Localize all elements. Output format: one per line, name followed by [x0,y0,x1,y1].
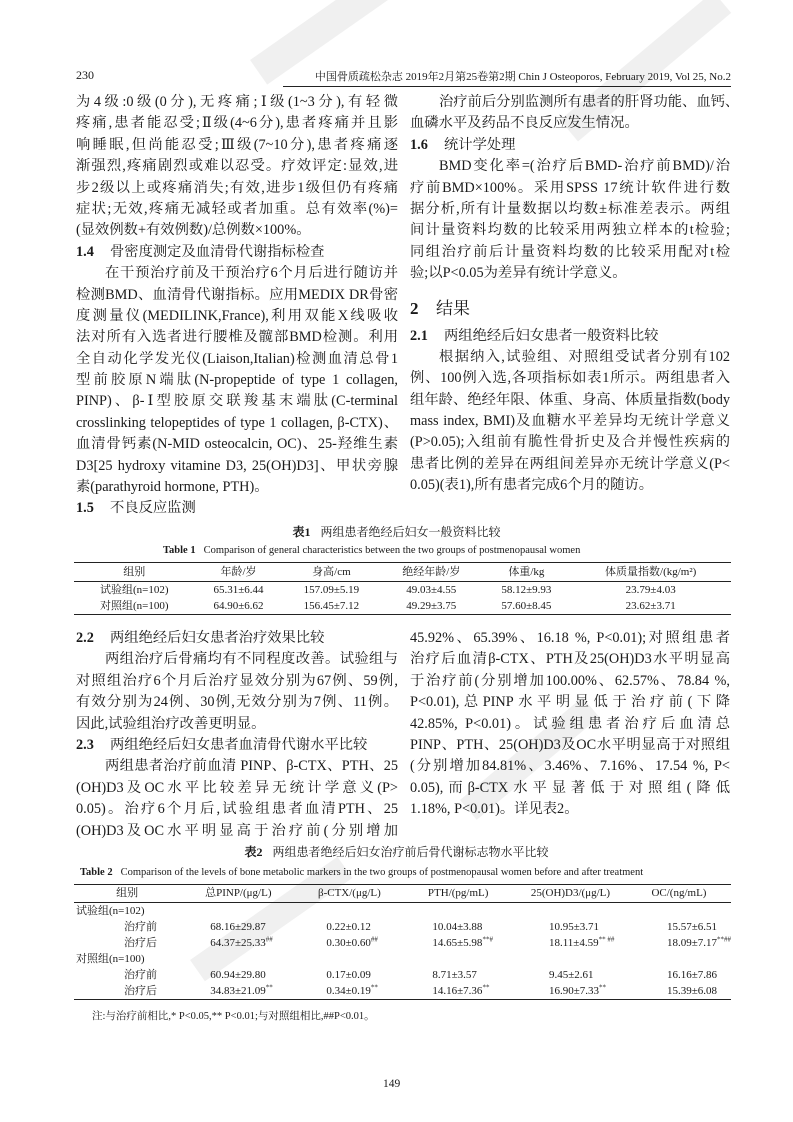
text-line: 疗前BMD×100%。采用SPSS 17统计软件进行数 [410,179,730,196]
cell-value: 68.16±29.87 [210,921,266,933]
footer-page-number: 149 [383,1078,401,1090]
paragraph [410,628,730,821]
table2-caption-en [80,866,643,879]
cell [514,935,627,951]
text-line: 全自动化学发光仪(Liaison,Italian)检测血清总骨1 [76,350,398,367]
table-row [74,967,731,983]
heading-text: 两组绝经后妇女患者血清骨代谢水平比较 [110,736,368,753]
cell: 23.62±3.71 [625,600,676,612]
subsection-heading [76,628,398,649]
text-line: mass index, BMI)及血糖水平差异均无统计学意义 [410,413,730,430]
heading-number: 1.6 [410,136,428,153]
significance-mark: ** [599,983,607,992]
table-row [74,598,731,615]
subsection-heading [410,326,730,347]
col-header: 25(OH)D3/(μg/L) [514,885,627,903]
cell-value: 9.45±2.61 [548,969,594,981]
paragraph [76,92,398,242]
text-line: 42.85%, P<0.01)。试验组患者治疗后血清总 [410,715,730,732]
right-column [410,92,740,497]
cell-value: 14.16±7.36 [432,985,483,997]
cell [180,919,296,935]
col-header: OC/(ng/mL) [627,885,731,903]
text-line: 有效分别为24例、30例,无效分别为7例、11例。 [76,694,398,711]
paragraph [76,649,398,735]
cell [402,935,514,951]
table-row [74,919,731,935]
table-row [74,582,731,599]
paragraph [76,756,398,842]
cell [627,935,731,951]
text-line: 两组患者治疗前血清 PINP、β-CTX、PTH、25 [105,758,398,775]
table1 [74,562,731,615]
lower-right-column [410,628,730,821]
text-line: 患者比例的差异在两组间差异亦无统计学意义(P< [410,455,730,472]
text-line: 血清骨钙素(N-MID osteocalcin, OC)、25-羟维生素 [76,436,398,453]
text-line: 对照组治疗6个月后治疗显效分别为67例、59例, [76,672,398,689]
col-header: 总PINP/(μg/L) [180,885,296,903]
col-header: 绝经年龄/岁 [380,563,482,582]
cell [627,983,731,1000]
text-line: crosslinking telopeptides of type 1 collagen, β-CTX)、 [76,414,398,431]
paragraph [410,156,730,284]
table-row [74,935,731,951]
text-line: 验;以P<0.05为差异有统计学意义。 [410,265,627,282]
text-line: 两组治疗后骨痛均有不同程度改善。试验组与 [105,651,398,668]
cell [180,935,296,951]
text-line: 响睡眠,但尚能忍受;Ⅲ级(7~10分),患者疼痛逐 [76,136,398,153]
significance-mark: **## [717,935,731,944]
heading-number: 2.3 [76,736,94,753]
row-label: 治疗前 [124,921,157,933]
text-line: 在干预治疗前及干预治疗6个月后进行随访并 [105,265,398,282]
table2-note: 注:与治疗前相比,* P<0.05,** P<0.01;与对照组相比,##P<0.01。 [92,1011,375,1022]
cell-value: 34.83±21.09 [210,985,266,997]
cell: 156.45±7.12 [303,600,360,612]
text-line: (分别增加84.81%、3.46%、7.16%、17.54 %, P< [410,758,730,775]
paragraph [76,263,398,498]
cell: 65.31±6.44 [213,584,264,596]
text-line: 于治疗前(分别增加100.00%、62.57%、78.84 %, [410,672,730,689]
table2-label-en: Table 2 [80,867,113,878]
group-label: 试验组(n=102) [76,905,145,917]
text-line: 治疗前后分别监测所有患者的肝肾功能、血钙、 [439,94,740,110]
subsection-heading [76,242,398,263]
cell [627,967,731,983]
cell-value: 18.09±7.17 [666,937,717,949]
text-line: 血磷水平及药品不良反应发生情况。 [410,115,639,132]
paragraph [410,92,740,135]
col-header: 体质量指数/(kg/m²) [570,563,731,582]
text-line: (P>0.05);入组前有脆性骨折史及合并慢性疾病的 [410,434,730,451]
text-line: (OH)D3及OC水平明显高于治疗前(分别增加 [76,822,398,839]
table1-title-en: Comparison of general characteristics between the two groups of postmenopausal women [203,545,581,556]
heading-number: 2.1 [410,327,428,344]
text-line: (OH)D3及OC水平比较差异无统计学意义(P> [76,779,398,796]
significance-mark: ** [265,983,273,992]
text-line: 为4级:0级(0分),无疼痛;Ⅰ级(1~3分),有轻微 [76,94,398,110]
cell-value: 8.71±3.57 [432,969,477,981]
col-header: 年龄/岁 [195,563,283,582]
cell-value: 15.39±6.08 [666,985,717,997]
cell-value: 10.95±3.71 [548,921,600,933]
cell [296,935,402,951]
table-group-row [74,903,731,920]
significance-mark: ## [370,935,378,944]
cell: 49.03±4.55 [406,584,457,596]
cell-value: 18.11±4.59 [548,937,599,949]
heading-text: 统计学处理 [444,136,516,153]
cell [180,967,296,983]
text-line: 根据纳入,试验组、对照组受试者分别有102 [439,348,730,365]
heading-text: 两组绝经后妇女患者一般资料比较 [444,327,659,344]
heading-number: 2.2 [76,630,94,646]
text-line: 45.92%、65.39%、16.18 %, P<0.01);对照组患者 [410,630,730,646]
significance-mark: ## [265,935,273,944]
table1-caption-cn [0,525,793,540]
significance-mark: **# [482,935,493,944]
row-label: 治疗后 [124,937,157,949]
cell-value: 10.04±3.88 [432,921,483,933]
col-header: 身高/cm [283,563,381,582]
significance-mark: ** [482,983,490,992]
cell-value: 16.90±7.33 [548,985,600,997]
text-line: 渐强烈,疼痛剧烈或难以忍受。疗效评定:显效,进 [76,158,398,175]
table1-title: 两组患者绝经后妇女一般资料比较 [320,525,501,539]
cell [514,983,627,1000]
table2-caption-cn [0,845,793,860]
col-header: 体重/kg [482,563,570,582]
significance-mark: ** ## [598,935,615,944]
cell-value: 0.30±0.60 [326,937,371,949]
text-line: 同组治疗前后计量资料均数的比较采用配对t检 [410,243,730,260]
subsection-heading [410,135,730,156]
header-page-number: 230 [76,68,94,82]
text-line: 症状;无效,疼痛无减轻或者加重。总有效率(%)= [76,200,398,217]
cell-value: 16.16±7.86 [666,969,717,981]
text-line: 间计量资料均数的比较采用两独立样本的t检验; [410,222,730,239]
cell [180,983,296,1000]
group-label: 对照组(n=100) [76,953,145,965]
cell: 23.79±4.03 [625,584,676,596]
cell [514,919,627,935]
cell-value: 0.22±0.12 [326,921,371,933]
cell [296,983,402,1000]
cell: 157.09±5.19 [303,584,360,596]
significance-mark: ** [370,983,378,992]
heading-number: 2 [410,298,419,318]
row-label: 治疗后 [124,985,157,997]
text-line: D3[25 hydroxy vitamine D3, 25(OH)D3]、甲状旁腺 [76,457,398,474]
text-line: P<0.01),总PINP水平明显低于治疗前(下降 [410,694,730,711]
lower-left-column [76,628,398,842]
heading-text: 结果 [436,298,470,318]
cell: 对照组(n=100) [100,600,169,612]
table-row [74,983,731,1000]
table2-header-row [74,885,731,903]
cell-value: 60.94±29.80 [210,969,266,981]
text-line: 疼痛,患者能忍受;Ⅱ级(4~6分),患者疼痛并且影 [76,115,398,132]
table2-label: 表2 [244,845,263,859]
col-header: β-CTX/(μg/L) [296,885,402,903]
table1-header-row [74,563,731,582]
cell-value: 0.34±0.19 [326,985,371,997]
text-line: 0.05),而β-CTX水平显著低于对照组(降低 [410,779,730,796]
cell [296,919,402,935]
cell: 49.29±3.75 [406,600,457,612]
cell [514,967,627,983]
cell-value: 64.37±25.33 [210,937,266,949]
table2-title: 两组患者绝经后妇女治疗前后骨代谢标志物水平比较 [272,845,549,859]
cell: 57.60±8.45 [501,600,552,612]
heading-number: 1.5 [76,500,94,517]
cell: 58.12±9.93 [501,584,552,596]
table2 [74,884,731,1000]
cell [627,919,731,935]
table1-label-en: Table 1 [163,545,196,556]
text-line: (显效例数+有效例数)/总例数×100%。 [76,222,311,239]
text-line: 治疗后血清β-CTX、PTH及25(OH)D3水平明显高 [410,651,730,668]
section-heading [410,294,730,324]
text-line: BMD变化率=(治疗后BMD-治疗前BMD)/治 [439,158,730,175]
text-line: 据分析,所有计量数据以均数±标准差表示。两组 [410,200,730,217]
col-header: 组别 [74,563,195,582]
text-line: PINP、PTH、25(OH)D3及OC水平明显高于对照组 [410,736,730,753]
heading-text: 两组绝经后妇女患者治疗效果比较 [110,630,325,646]
cell [296,967,402,983]
cell [402,919,514,935]
col-header: 组别 [74,885,180,903]
text-line: 0.05)(表1),所有患者完成6个月的随访。 [410,477,654,494]
cell: 试验组(n=102) [100,584,169,596]
text-line: 0.05)。治疗6个月后,试验组患者血清PTH、25 [76,801,398,818]
table1-caption-en [163,544,580,557]
row-label: 治疗前 [124,969,157,981]
col-header: PTH/(pg/mL) [402,885,514,903]
subsection-heading [76,735,398,756]
text-line: 检测BMD、血清骨代谢指标。应用MEDIX DR骨密 [76,286,398,303]
text-line: 例、100例入选,各项指标如表1所示。两组患者入 [410,370,730,387]
cell-value: 14.65±5.98 [432,937,483,949]
running-header: 中国骨质疏松杂志 2019年2月第25卷第2期 Chin J Osteoporos, February 2019, Vol 25, No.2 [283,68,731,87]
text-line: 素(parathyroid hormone, PTH)。 [76,479,269,496]
table-group-row [74,951,731,967]
left-column [76,92,398,520]
text-line: PINP)、β-Ⅰ型胶原交联羧基末端肽(C-terminal [76,393,398,410]
text-line: 因此,试验组治疗改善更明显。 [76,715,266,732]
cell-value: 0.17±0.09 [326,969,371,981]
cell-value: 15.57±6.51 [666,921,717,933]
text-line: 法对所有入选者进行腰椎及髋部BMD检测。利用 [76,329,398,346]
text-line: 步2级以上或疼痛消失;有效,进步1级但仍有疼痛 [76,179,398,196]
table2-title-en: Comparison of the levels of bone metabolic markers in the two groups of postmenopausal women before and after treatment [120,867,644,878]
heading-number: 1.4 [76,243,94,260]
paragraph [410,347,730,497]
text-line: 型前胶原N端肽(N-propeptide of type 1 collagen, [76,372,398,389]
cell: 64.90±6.62 [213,600,264,612]
heading-text: 不良反应监测 [110,500,196,517]
cell [402,967,514,983]
cell [402,983,514,1000]
table1-label: 表1 [292,525,311,539]
subsection-heading [76,498,398,519]
text-line: 1.18%, P<0.01)。详见表2。 [410,801,579,818]
text-line: 组年龄、绝经年限、体重、身高、体质量指数(body [410,391,730,408]
text-line: 度测量仪(MEDILINK,France),利用双能X线吸收 [76,307,398,324]
heading-text: 骨密度测定及血清骨代谢指标检查 [110,243,325,260]
